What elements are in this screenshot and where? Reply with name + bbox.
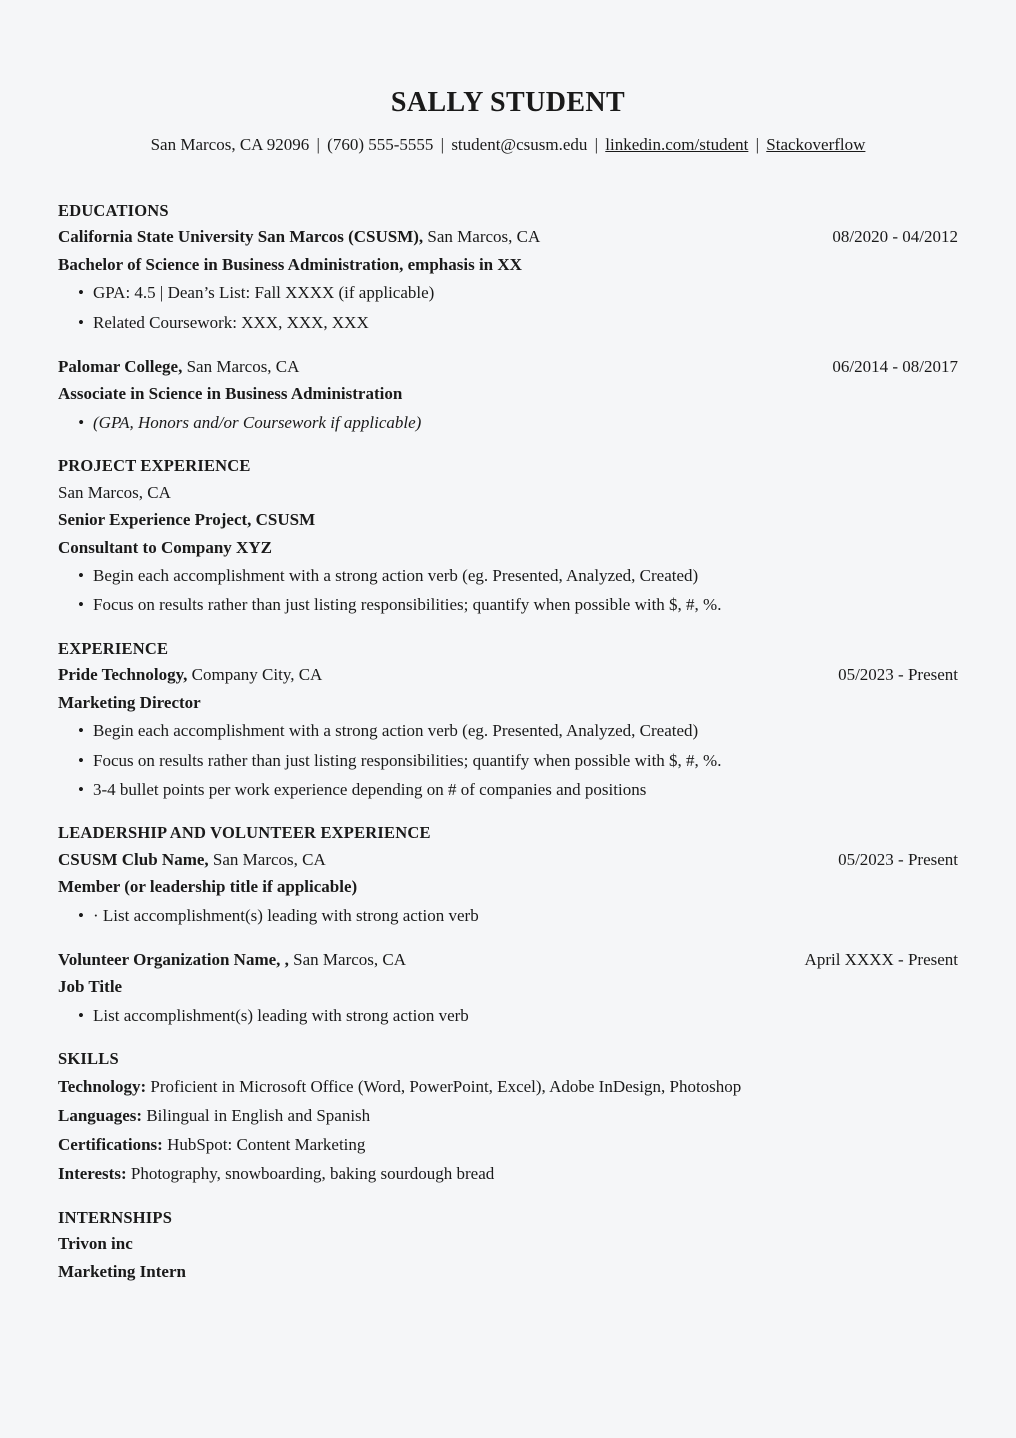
internship-company: Trivon inc xyxy=(58,1234,133,1254)
contact-separator: | xyxy=(594,134,599,154)
linkedin-link[interactable]: linkedin.com/student xyxy=(605,134,749,154)
contact-separator: | xyxy=(755,134,760,154)
experience-entry-header xyxy=(58,661,958,689)
education-entry-header xyxy=(58,223,958,251)
list-item: • 3-4 bullet points per work experience depending on # of companies and positions xyxy=(58,775,958,804)
section-title-leadership: LEADERSHIP AND VOLUNTEER EXPERIENCE xyxy=(58,823,431,843)
leadership-org-line xyxy=(58,846,326,874)
leadership-entry xyxy=(58,846,958,930)
leadership-dates: 05/2023 - Present xyxy=(838,849,958,869)
skill-key: Interests: xyxy=(58,1164,127,1184)
skill-value: HubSpot: Content Marketing xyxy=(162,1135,366,1155)
list-item: • · List accomplishment(s) leading with strong action verb xyxy=(58,901,958,930)
volunteer-entry-header xyxy=(58,946,958,974)
skill-key: Languages: xyxy=(58,1105,143,1125)
section-title-experience: EXPERIENCE xyxy=(58,638,169,658)
contact-location: San Marcos, CA 92096 xyxy=(150,134,310,154)
experience-bullets xyxy=(58,716,958,804)
education-dates: 08/2020 - 04/2012 xyxy=(832,227,958,247)
education-org-line xyxy=(58,223,540,251)
skill-line-languages xyxy=(58,1101,958,1130)
skill-line-technology xyxy=(58,1072,958,1101)
experience-org-line xyxy=(58,661,322,689)
project-bullets xyxy=(58,561,958,619)
contact-line xyxy=(58,134,958,156)
education-location: San Marcos, CA xyxy=(423,227,541,247)
education-bullets xyxy=(58,408,958,437)
experience-entry xyxy=(58,661,958,804)
education-entry xyxy=(58,223,958,337)
skill-value: Proficient in Microsoft Office (Word, PowerPoint, Excel), Adobe InDesign, Photoshop xyxy=(146,1076,742,1096)
volunteer-location: San Marcos, CA xyxy=(288,949,407,969)
section-education xyxy=(58,198,958,437)
section-skills xyxy=(58,1046,958,1189)
education-degree: Associate in Science in Business Administration xyxy=(58,384,403,404)
project-role: Consultant to Company XYZ xyxy=(58,537,272,557)
volunteer-org-line xyxy=(58,946,406,974)
section-title-education: EDUCATIONS xyxy=(58,200,169,220)
experience-role: Marketing Director xyxy=(58,692,201,712)
list-item: • Related Coursework: XXX, XXX, XXX xyxy=(58,308,958,337)
leadership-location: San Marcos, CA xyxy=(208,849,326,869)
experience-org: Pride Technology, xyxy=(58,665,188,685)
education-org: Palomar College, xyxy=(58,356,183,376)
section-internships xyxy=(58,1205,958,1286)
contact-email: student@csusm.edu xyxy=(451,134,588,154)
leadership-entry-header xyxy=(58,846,958,874)
volunteer-org: Volunteer Organization Name, , xyxy=(58,949,289,969)
candidate-name: SALLY STUDENT xyxy=(390,87,626,118)
volunteer-dates: April XXXX - Present xyxy=(804,949,958,969)
list-item: • GPA: 4.5 | Dean’s List: Fall XXXX (if applicable) xyxy=(58,278,958,307)
skill-line-interests xyxy=(58,1159,958,1188)
experience-location: Company City, CA xyxy=(187,665,323,685)
experience-dates: 05/2023 - Present xyxy=(838,665,958,685)
section-title-internships: INTERNSHIPS xyxy=(58,1207,173,1227)
internship-role: Marketing Intern xyxy=(58,1261,186,1281)
education-entry-header xyxy=(58,353,958,381)
leadership-org: CSUSM Club Name, xyxy=(58,849,209,869)
list-item: • Begin each accomplishment with a strong action verb (eg. Presented, Analyzed, Created) xyxy=(58,561,958,590)
education-degree: Bachelor of Science in Business Administration, emphasis in XX xyxy=(58,254,522,274)
skill-key: Certifications: xyxy=(58,1135,163,1155)
education-org-line xyxy=(58,353,299,381)
section-experience xyxy=(58,636,958,804)
education-entry xyxy=(58,353,958,437)
section-leadership xyxy=(58,820,958,1030)
section-title-project-experience: PROJECT EXPERIENCE xyxy=(58,456,251,476)
leadership-bullets xyxy=(58,901,958,930)
skill-value: Bilingual in English and Spanish xyxy=(142,1105,371,1125)
list-item: • List accomplishment(s) leading with strong action verb xyxy=(58,1001,958,1030)
contact-separator: | xyxy=(316,134,320,154)
skill-key: Technology: xyxy=(58,1076,147,1096)
volunteer-bullets xyxy=(58,1001,958,1030)
list-item: • Focus on results rather than just listing responsibilities; quantify when possible with $, #, %. xyxy=(58,590,958,619)
project-location: San Marcos, CA xyxy=(58,482,171,502)
leadership-role: Member (or leadership title if applicable) xyxy=(58,877,358,897)
education-dates: 06/2014 - 08/2017 xyxy=(832,356,958,376)
volunteer-role: Job Title xyxy=(58,977,123,997)
skill-line-certifications xyxy=(58,1130,958,1159)
contact-separator: | xyxy=(440,134,445,154)
contact-phone: (760) 555-5555 xyxy=(327,134,434,154)
list-item: • (GPA, Honors and/or Coursework if applicable) xyxy=(58,408,958,437)
section-project-experience xyxy=(58,453,958,620)
education-location: San Marcos, CA xyxy=(182,356,300,376)
list-item: • Focus on results rather than just listing responsibilities; quantify when possible with $, #, %. xyxy=(58,746,958,775)
education-org: California State University San Marcos (CSUSM), xyxy=(58,227,424,247)
volunteer-entry xyxy=(58,946,958,1030)
education-bullets xyxy=(58,278,958,336)
skill-value: Photography, snowboarding, baking sourdough bread xyxy=(126,1164,495,1184)
section-title-skills: SKILLS xyxy=(58,1049,119,1069)
resume-header xyxy=(58,0,958,156)
list-item: • Begin each accomplishment with a strong action verb (eg. Presented, Analyzed, Created) xyxy=(58,716,958,745)
project-name: Senior Experience Project, CSUSM xyxy=(58,510,316,530)
stackoverflow-link[interactable]: Stackoverflow xyxy=(766,134,866,154)
